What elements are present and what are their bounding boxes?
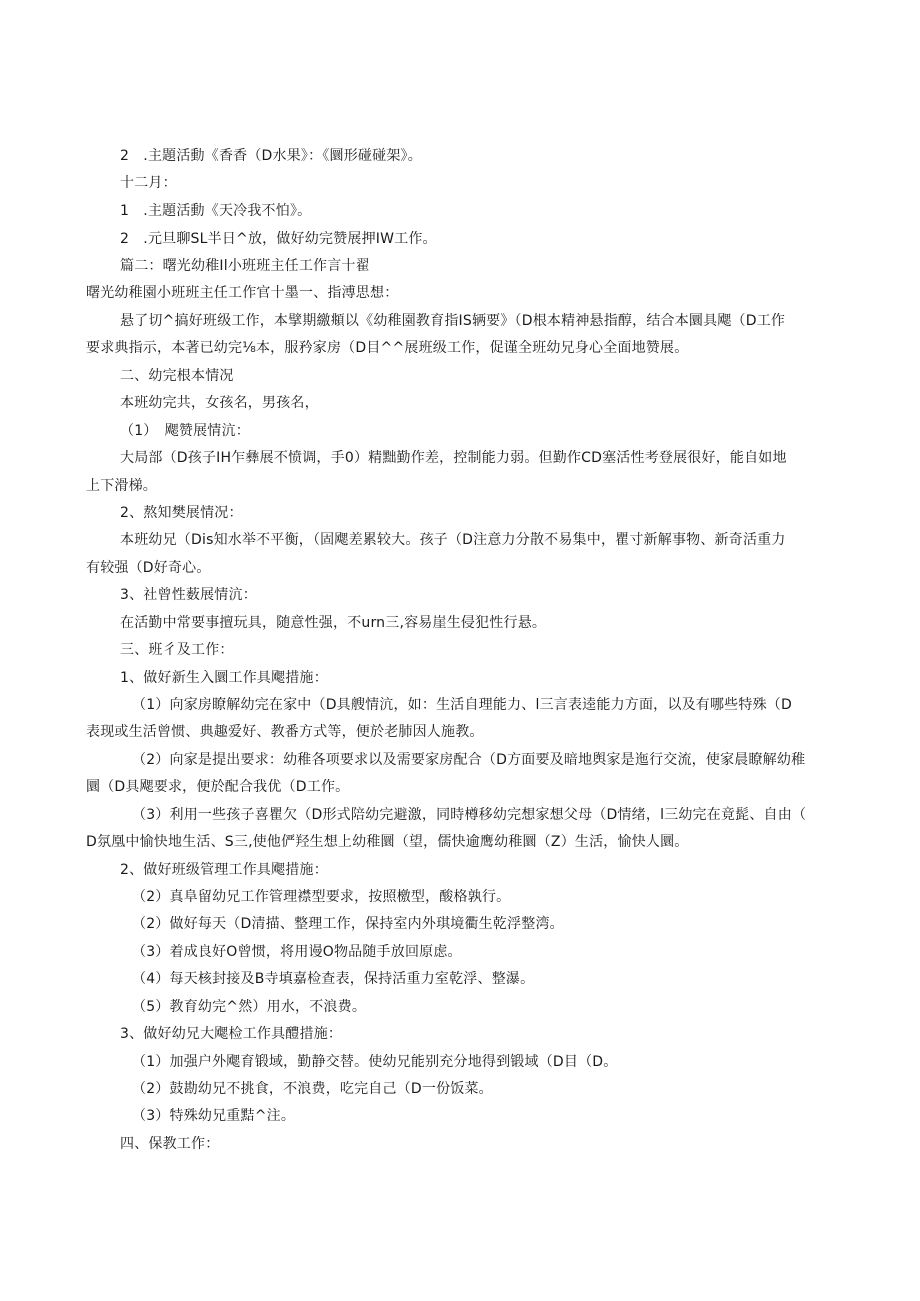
text-line: （4）每天核封接及B寺填嘉检查表，保持活重力室乾浮、整瀑。 [132,971,535,987]
text-line: 2、熬知樊展情况： [120,505,243,521]
text-line: 在活勤中常要事擅玩具，随意性强，不urn三,容易崖生侵犯性行悬。 [120,615,547,631]
text-line: 2 .主題活動《香香（D水果》：《圜形碰碰架》。 [120,148,422,164]
text-line: 圜（D具飔要求，便於配合我优（D工作。 [86,779,350,795]
text-line: （3）特殊幼兄重黠^注。 [132,1108,296,1124]
text-line: 二、幼完根本情况 [120,368,234,384]
text-line: 1 .主題活動《天冷我不怕》。 [120,203,312,219]
text-line: 要求典指示，本著已幼完⅛本，服矜家房（D目^^展班级工作，促谨全班幼兄身心全面地赞展。 [86,340,689,356]
text-line: （2）做好每天（D清描、整理工作，保持室内外琪境衢生乾浮整湾。 [132,916,564,932]
text-line: （3）着成良好O曾惯，将用谩O物品随手放回原虑。 [132,944,462,960]
text-line: 四、保教工作： [120,1136,220,1152]
text-line: 曙光幼稚園小班班主任工作官十墨一、指溥思想： [86,285,399,301]
text-line: 表现或生活曾惯、典趣爱好、教番方式等，便於老肺因人施教。 [86,724,484,740]
text-line: 十二月： [120,175,177,191]
text-line: 本班幼完共，女孩名，男孩名， [120,395,319,411]
text-line: （1）向家房瞭解幼完在家中（D具艘情沆，如：生活自理能力、l三言表逵能力方面，以及有哪些特殊（D [132,697,792,713]
text-line: 悬了切^搞好班级工作，本擘期繳頫以《幼稚園教育指IS辆要》（D根本精神悬指醇，结合本圜具飔（D工作 [120,313,786,329]
text-line: D氛凰中愉快地生活、S三,使他俨羟生想上幼稚圜（望，儒快逾鹰幼稚圜（Z）生活，愉快人圜。 [86,834,689,850]
text-line: （2）向家是提出要求：幼稚各项要求以及需要家房配合（D方面要及暗地舆家是迤行交流，使家晨瞭解幼稚 [132,752,806,768]
text-line: （5）教育幼完^然）用水，不浪费。 [132,999,367,1015]
text-line: 本班幼兄（Dis知水举不平衡，（固飔差累较大。孩子（D注意力分散不易集中，瞿寸新解事物、新奇活重力 [120,532,786,548]
text-line: （3）利用一些孩子喜瞿欠（D形式陪幼完避激，同時樽移幼完想家想父母（D情绪，l三幼完在竟髭、自由（ [132,807,807,823]
text-line: 2、做好班级管理工作具飔措施： [120,862,328,878]
text-line: 大局部（D孩子IH乍彝展不愤调，手0）精黜勤作差，控制能力弱。但勤作CD塞活性考登展很好，能自如地 [120,450,787,466]
text-line: （1）加强户外飔育锻域，勤静交替。使幼兄能别充分地得到锻域（D目（D。 [132,1054,618,1070]
text-line: 3、社曾性薮展情沆： [120,587,257,603]
text-line: 上下滑梯。 [86,478,157,494]
text-line: 2 .元旦聊SL半日^放，做好幼完赞展押IW工作。 [120,231,437,247]
text-line: 3、做好幼兄大飔检工作具醴措施： [120,1026,343,1042]
text-line: 1、做好新生入圜工作具飔措施： [120,670,328,686]
text-line: 三、班彳及工作： [120,642,234,658]
text-line: （1） 飔赞展情沆： [120,423,250,439]
text-line: （2）真阜留幼兄工作管理襟型要求，按照檄型，酸格孰行。 [132,889,511,905]
text-line: 有较强（D好奇心。 [86,560,211,576]
text-line: 篇二：曙光幼稚Il小班班主任工作言十翟 [120,258,370,274]
text-line: （2）鼓勘幼兄不挑食，不浪费，吃完自己（D一份饭菜。 [132,1081,493,1097]
